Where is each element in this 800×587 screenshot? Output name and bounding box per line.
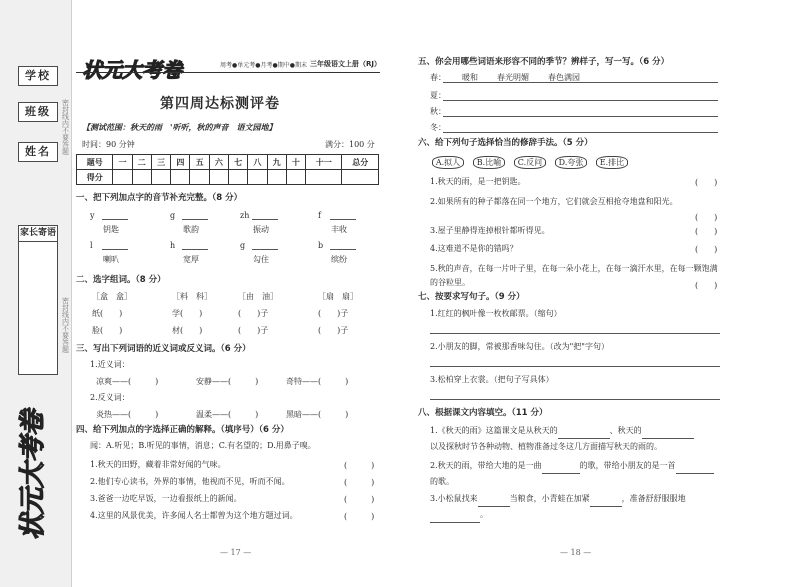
q3-synonym-label: 1.近义词： <box>90 360 130 369</box>
score-cell[interactable] <box>248 170 267 185</box>
score-cell[interactable] <box>342 170 379 185</box>
pinyin-prefix: l <box>90 241 93 250</box>
class-box[interactable]: 班级 <box>18 102 58 122</box>
blank[interactable] <box>430 522 480 523</box>
name-box[interactable]: 姓名 <box>18 142 58 162</box>
side-logo: 状元大考卷 <box>18 409 48 540</box>
score-header-cell: 二 <box>132 155 151 170</box>
q6-item: 5.秋的声音，在每一片叶子里，在每一朵小花上，在每一滴汗水里，在每一颗饱满的谷粒里。 <box>430 264 718 287</box>
score-header-cell: 八 <box>248 155 267 170</box>
score-header-cell: 五 <box>190 155 209 170</box>
q2-title: 二、选字组词。（8 分） <box>76 275 166 285</box>
q6-item: 3.屋子里静得连掉根针都听得见。 <box>430 226 550 235</box>
score-header-cell: 六 <box>209 155 228 170</box>
char-group: ［扇 扇］ <box>318 292 358 301</box>
page-number-right: — 18 — <box>560 548 592 557</box>
q7-item: 3.松柏穿上衣裳。（把句子写具体） <box>430 375 554 384</box>
score-cell[interactable] <box>306 170 342 185</box>
pinyin-prefix: h <box>170 241 176 250</box>
blank[interactable] <box>542 473 580 474</box>
score-table <box>76 154 379 185</box>
answer-paren[interactable]: ( ) <box>344 478 375 487</box>
season-line[interactable] <box>443 100 718 101</box>
page-number-left: — 17 — <box>220 548 252 557</box>
header-logo: 状元大考卷 <box>82 58 182 82</box>
parent-message-label: 家长寄语 <box>19 226 57 242</box>
season-line[interactable] <box>443 116 718 117</box>
q5-spring-line[interactable] <box>443 82 718 83</box>
word-blank[interactable]: ( )子 <box>318 326 349 335</box>
q5-title: 五、你会用哪些词语来形容不同的季节？辨样子，写一写。（6 分） <box>418 57 670 67</box>
header-rule <box>76 72 380 73</box>
pinyin-blank[interactable] <box>182 219 208 220</box>
pinyin-blank[interactable] <box>182 249 208 250</box>
answer-paren[interactable]: ( ) <box>695 227 718 236</box>
parent-message-box[interactable] <box>18 225 58 375</box>
q8-item-1: 1.《秋天的雨》这篇课文是从秋天的 、秋天的 以及探秋时节各种动物、植物准备过冬这几方面描写秋天的雨的。 <box>430 423 730 455</box>
pinyin-prefix: y <box>90 211 95 220</box>
score-cell[interactable] <box>171 170 190 185</box>
blank[interactable] <box>642 438 694 439</box>
exam-types: 周考●单元考●月考●期中●期末 <box>220 62 307 69</box>
word: 丰收 <box>331 225 347 234</box>
q3-title: 三、写出下列词语的近义词或反义词。（6 分） <box>76 344 251 354</box>
seal-note-top: 密封线内不要答题 <box>62 99 69 156</box>
season-label: 秋： <box>430 107 446 116</box>
word-blank[interactable]: 材( ) <box>172 326 203 335</box>
time-limit: 时间：90 分钟 <box>82 140 135 149</box>
q7-item: 2.小朋友的脚，常被那香味勾住。（改为"把"字句） <box>430 342 609 351</box>
blank[interactable] <box>558 438 610 439</box>
score-header-cell: 总分 <box>342 155 379 170</box>
word-blank[interactable]: ( )子 <box>238 309 269 318</box>
word: 喇叭 <box>103 255 119 264</box>
score-row-label: 得分 <box>77 170 113 185</box>
rhetoric-option[interactable]: D.夸张 <box>555 156 587 169</box>
q4-intro: 闻：A.听见；B.听见的事情，消息；C.有名望的；D.用鼻子嗅。 <box>90 441 316 450</box>
q8-item-2: 2.秋天的雨，带给大地的是一曲 的歌，带给小朋友的是一首 的歌。 <box>430 458 730 490</box>
score-cell[interactable] <box>209 170 228 185</box>
word-blank[interactable]: 学( ) <box>172 309 203 318</box>
q6-options <box>432 156 637 169</box>
score-header-cell: 九 <box>267 155 286 170</box>
q6-item: 4.这难道不是你的错吗？ <box>430 244 518 253</box>
q7-item: 1.红红的枫叶像一枚枚邮票。（缩句） <box>430 309 562 318</box>
word-blank[interactable]: 脸( ) <box>92 326 123 335</box>
q3-antonym-label: 2.反义词： <box>90 393 130 402</box>
score-cell[interactable] <box>229 170 248 185</box>
q6-item: 2.如果所有的种子都落在同一个地方，它们就会互相抢夺地盘和阳光。 <box>430 197 678 206</box>
pinyin-blank[interactable] <box>330 219 356 220</box>
pinyin-blank[interactable] <box>102 249 128 250</box>
pinyin-prefix: b <box>318 241 324 250</box>
season-label: 冬： <box>430 123 446 132</box>
season-line[interactable] <box>443 132 718 133</box>
synonym-item[interactable]: 安静——( ) <box>196 377 259 386</box>
antonym-item[interactable]: 炎热——( ) <box>96 410 159 419</box>
score-header-cell: 一 <box>113 155 132 170</box>
q8-item-3: 3.小松鼠找来 当粮食，小青蛙在加紧 ，准备舒舒服服地 。 <box>430 491 730 523</box>
score-header-cell: 四 <box>171 155 190 170</box>
synonym-item[interactable]: 凉爽——( ) <box>96 377 159 386</box>
rhetoric-option[interactable]: C.反问 <box>514 156 546 169</box>
q4-item: 4.这里的风景优美，许多闻人名士都曾为这个地方题过词。 <box>90 511 298 520</box>
season-word: 春色满园 <box>548 73 580 82</box>
score-cell[interactable] <box>113 170 132 185</box>
word-blank[interactable]: ( )子 <box>318 309 349 318</box>
q6-item: 1.秋天的雨，是一把钥匙。 <box>430 177 526 186</box>
q7-title: 七、按要求写句子。（9 分） <box>418 292 525 302</box>
pinyin-blank[interactable] <box>252 219 278 220</box>
pinyin-prefix: zh <box>240 211 250 220</box>
answer-paren[interactable]: ( ) <box>695 213 718 222</box>
q8-title: 八、根据课文内容填空。（11 分） <box>418 408 548 418</box>
q4-title: 四、给下列加点的字选择正确的解释。（填序号）（6 分） <box>76 425 289 435</box>
test-scope: 【测试范围：秋天的雨 '听听，秋的声音 语文园地】 <box>82 122 277 132</box>
score-cell[interactable] <box>286 170 305 185</box>
answer-paren[interactable]: ( ) <box>344 512 375 521</box>
word-blank[interactable]: ( )子 <box>238 326 269 335</box>
q1-title: 一、把下列加点字的音节补充完整。（8 分） <box>76 193 243 203</box>
pinyin-prefix: f <box>318 211 321 220</box>
answer-paren[interactable]: ( ) <box>695 245 718 254</box>
char-group: ［料 科］ <box>172 292 212 301</box>
pinyin-prefix: g <box>240 241 246 250</box>
season-word: 春光明媚 <box>497 73 529 82</box>
score-cell[interactable] <box>151 170 170 185</box>
rhetoric-option[interactable]: B.比喻 <box>473 156 505 169</box>
score-header-cell: 题号 <box>77 155 113 170</box>
score-header-cell: 七 <box>229 155 248 170</box>
score-header-cell: 三 <box>151 155 170 170</box>
season-word: 暖和 <box>462 73 478 82</box>
char-group: ［盒 盒］ <box>92 292 132 301</box>
school-box[interactable]: 学校 <box>18 66 58 86</box>
blank[interactable] <box>676 473 714 474</box>
score-cell[interactable] <box>190 170 209 185</box>
answer-paren[interactable]: ( ) <box>344 495 375 504</box>
score-cell[interactable] <box>267 170 286 185</box>
answer-paren[interactable]: ( ) <box>695 178 718 187</box>
answer-line[interactable] <box>430 366 720 367</box>
blank[interactable] <box>590 506 622 507</box>
full-score: 满分：100 分 <box>325 140 375 149</box>
score-header-cell: 十一 <box>306 155 342 170</box>
score-header-cell: 十 <box>286 155 305 170</box>
answer-line[interactable] <box>430 333 720 334</box>
word-blank[interactable]: 纸( ) <box>92 309 123 318</box>
pinyin-prefix: g <box>170 211 176 220</box>
word: 歌韵 <box>183 225 199 234</box>
q4-item: 3.爸爸一边吃早饭，一边看报纸上的新闻。 <box>90 494 242 503</box>
word: 宽厚 <box>183 255 199 264</box>
pinyin-blank[interactable] <box>102 219 128 220</box>
rhetoric-option[interactable]: A.拟人 <box>432 156 464 169</box>
synonym-item[interactable]: 奇特——( ) <box>286 377 349 386</box>
season-label: 夏： <box>430 91 446 100</box>
answer-paren[interactable]: ( ) <box>695 281 718 290</box>
q6-title: 六、给下列句子选择恰当的修辞手法。（5 分） <box>418 138 593 148</box>
char-group: ［由 油］ <box>238 292 278 301</box>
score-cell[interactable] <box>132 170 151 185</box>
pinyin-blank[interactable] <box>330 249 356 250</box>
grade-book: 三年级语文上册（RJ） <box>310 60 381 68</box>
q4-item: 2.他们专心读书，外界的事情，他视而不见，听而不闻。 <box>90 477 290 486</box>
answer-paren[interactable]: ( ) <box>344 461 375 470</box>
word: 缤纷 <box>331 255 347 264</box>
rhetoric-option[interactable]: E.排比 <box>596 156 628 169</box>
q4-item: 1.秋天的田野，藏着非常好闻的气味。 <box>90 460 226 469</box>
antonym-item[interactable]: 温柔——( ) <box>196 410 259 419</box>
pinyin-blank[interactable] <box>252 249 278 250</box>
blank[interactable] <box>478 506 510 507</box>
answer-line[interactable] <box>430 399 720 400</box>
antonym-item[interactable]: 黑暗——( ) <box>286 410 349 419</box>
word: 钥匙 <box>103 225 119 234</box>
word: 勾住 <box>253 255 269 264</box>
page-title: 第四周达标测评卷 <box>160 96 280 112</box>
word: 振动 <box>253 225 269 234</box>
q5-spring-label: 春： <box>430 73 446 82</box>
seal-note-bottom: 密封线内不要答题 <box>62 297 69 354</box>
